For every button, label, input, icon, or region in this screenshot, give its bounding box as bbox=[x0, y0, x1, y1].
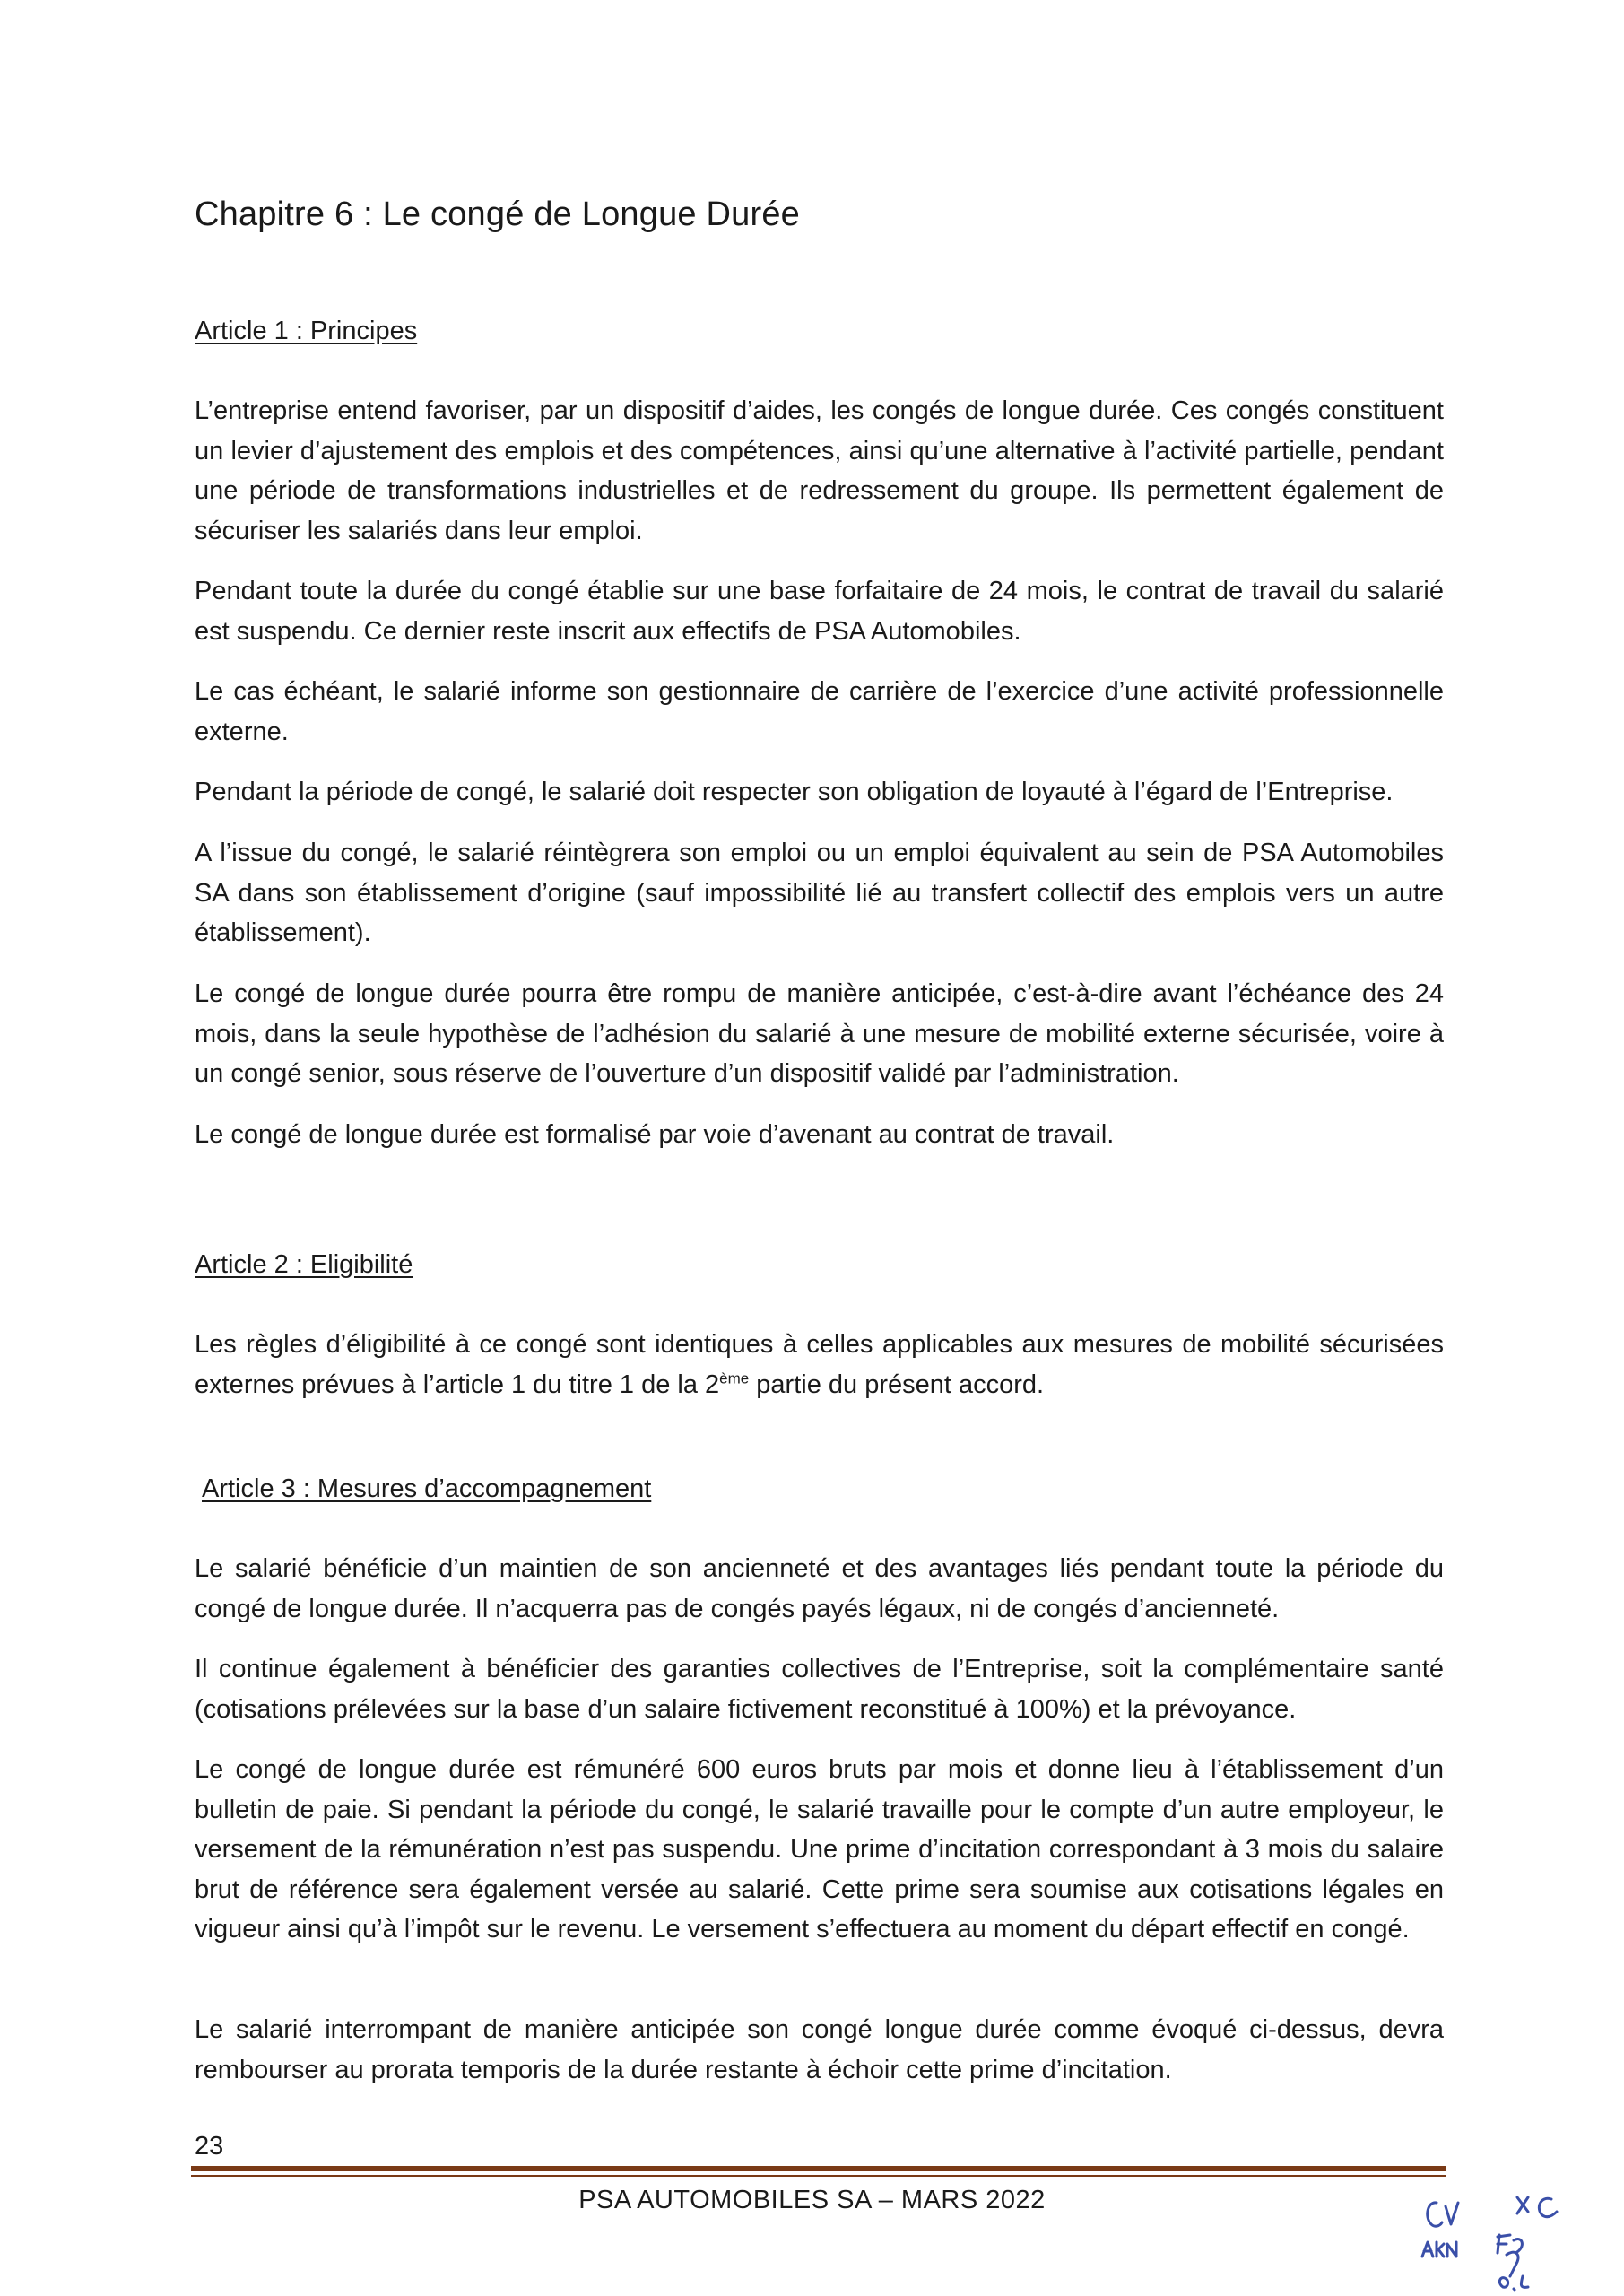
article-2-heading: Article 2 : Eligibilité bbox=[195, 1250, 413, 1279]
handwritten-initials bbox=[1417, 2190, 1587, 2296]
article-1-paragraph-2: Pendant toute la durée du congé établie sur une base forfaitaire de 24 mois, le contrat de travail du salarié est suspendu. Ce dernier reste inscrit aux effectifs de PSA Automobiles. bbox=[195, 577, 1444, 646]
article-2-superscript: ème bbox=[719, 1369, 750, 1387]
article-3-paragraph-4: Le salarié interrompant de manière anticipée son congé longue durée comme évoqué ci-dessus, devra rembourser au prorata temporis de la durée restante à échoir cette prime d’incitation. bbox=[195, 2015, 1444, 2084]
article-1-paragraph-3: Le cas échéant, le salarié informe son gestionnaire de carrière de l’exercice d’une activité professionnelle externe. bbox=[195, 677, 1444, 746]
article-1-paragraph-5: A l’issue du congé, le salarié réintègrera son emploi ou un emploi équivalent au sein de PSA Automobiles SA dans son établissement d’origine (sauf impossibilité lié au transfert collectif des emplois vers un autre établissement). bbox=[195, 839, 1444, 947]
article-2-paragraph bbox=[195, 1325, 1444, 1405]
article-3-heading: Article 3 : Mesures d’accompagnement bbox=[202, 1474, 652, 1503]
footer-rule-thick bbox=[191, 2166, 1446, 2171]
chapter-title: Chapitre 6 : Le congé de Longue Durée bbox=[195, 196, 800, 233]
article-3-paragraph-3: Le congé de longue durée est rémunéré 600 euros bruts par mois et donne lieu à l’établissement d’un bulletin de paie. Si pendant la période du congé, le salarié travaille pour le compte d’un autre employeur, le versement de la rémunération n’est pas suspendu. Une prime d’incitation correspondant à 3 mois du salaire brut de référence sera également versée au salarié. Cette prime sera soumise aux cotisations légales en vigueur ainsi qu’à l’impôt sur le revenu. Le versement s’effectuera au moment du départ effectif en congé. bbox=[195, 1755, 1444, 1944]
footer-rule-thin bbox=[191, 2175, 1446, 2177]
article-1-heading: Article 1 : Principes bbox=[195, 317, 418, 345]
page-number: 23 bbox=[195, 2132, 224, 2161]
article-1-paragraph-1: L’entreprise entend favoriser, par un dispositif d’aides, les congés de longue durée. Ces congés constituent un levier d’ajustement des emplois et des compétences, ainsi qu’une alternative à l’activité partielle, pendant une période de transformations industrielles et de redressement du groupe. Ils permettent également de sécuriser les salariés dans leur emploi. bbox=[195, 396, 1444, 545]
article-3-paragraph-1: Le salarié bénéficie d’un maintien de son ancienneté et des avantages liés pendant toute la période du congé de longue durée. Il n’acquerra pas de congés payés légaux, ni de congés d’ancienneté. bbox=[195, 1554, 1444, 1623]
article-2-text-before: Les règles d’éligibilité à ce congé sont identiques à celles applicables aux mesures de mobilité sécurisées externes prévues à l’article 1 du titre 1 de la 2 bbox=[195, 1330, 1444, 1399]
article-1-paragraph-7: Le congé de longue durée est formalisé par voie d’avenant au contrat de travail. bbox=[195, 1120, 1115, 1149]
article-2-text-after: partie du présent accord. bbox=[749, 1370, 1045, 1399]
article-3-paragraph-2: Il continue également à bénéficier des garanties collectives de l’Entreprise, soit la complémentaire santé (cotisations prélevées sur la base d’un salaire fictivement reconstitué à 100%) et la prévoyance. bbox=[195, 1655, 1444, 1724]
article-1-paragraph-4: Pendant la période de congé, le salarié doit respecter son obligation de loyauté à l’égard de l’Entreprise. bbox=[195, 778, 1394, 806]
footer-text: PSA AUTOMOBILES SA – MARS 2022 bbox=[578, 2186, 1046, 2214]
article-1-paragraph-6: Le congé de longue durée pourra être rompu de manière anticipée, c’est-à-dire avant l’échéance des 24 mois, dans la seule hypothèse de l’adhésion du salarié à une mesure de mobilité externe sécurisée, voire à un congé senior, sous réserve de l’ouverture d’un dispositif validé par l’administration. bbox=[195, 979, 1444, 1088]
